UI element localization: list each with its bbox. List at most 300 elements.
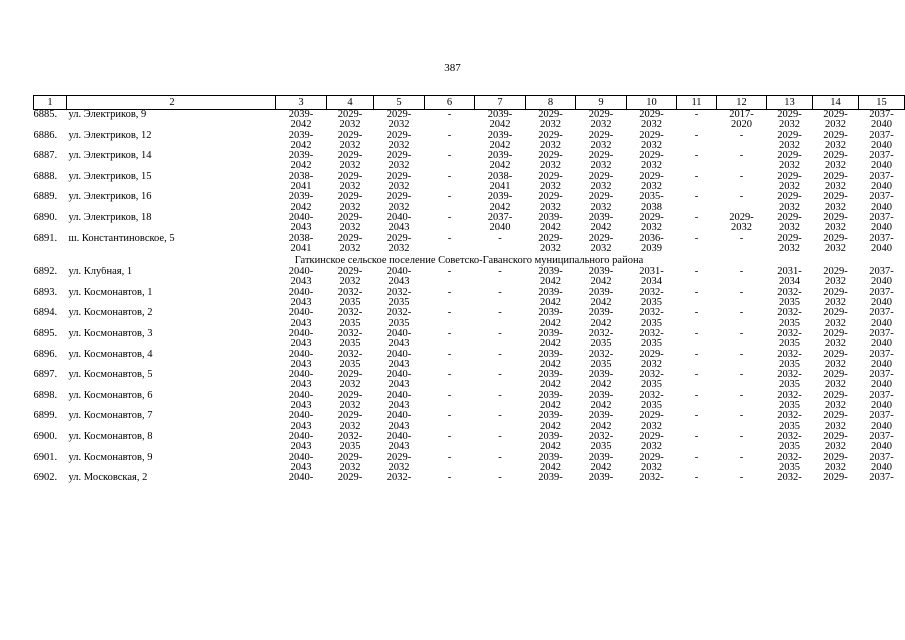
cell-line: 2029- — [588, 171, 614, 182]
cell-line: - — [498, 431, 502, 442]
cell-line: 2035 — [339, 297, 361, 309]
table-cell — [677, 288, 717, 309]
table-cell — [276, 432, 327, 453]
table-cell — [576, 110, 627, 131]
cell-line: 2029- — [639, 130, 664, 141]
table-cell — [813, 473, 859, 483]
cell-line: 2029- — [777, 233, 802, 244]
table-cell — [526, 110, 576, 131]
table-cell — [526, 131, 576, 152]
cell-line: 2042 — [590, 297, 612, 309]
cell-line: 2029- — [823, 390, 848, 401]
cell-line: 2043 — [290, 317, 312, 329]
table-row — [34, 432, 905, 453]
row-number: 6888. — [33, 171, 58, 182]
table-cell — [677, 131, 717, 152]
table-cell — [717, 370, 767, 391]
table-cell — [374, 131, 425, 152]
cell-line: 2042 — [540, 338, 561, 350]
cell-line: 2035 — [590, 441, 612, 453]
table-cell — [475, 110, 526, 131]
cell-line: 2032 — [590, 201, 612, 213]
cell-line: 2040 — [871, 400, 892, 412]
cell-line: 2035 — [641, 317, 662, 329]
cell-line: - — [694, 308, 699, 319]
table-row — [34, 308, 905, 329]
cell-line: - — [498, 267, 502, 278]
column-header: 13 — [767, 96, 813, 110]
row-address: ул. Космонавтов, 4 — [68, 349, 153, 360]
table-cell — [374, 213, 425, 234]
column-header: 7 — [475, 96, 526, 110]
cell-line: 2043 — [388, 441, 410, 453]
cell-line: - — [447, 390, 452, 401]
cell-line: - — [694, 212, 699, 223]
cell-line: 2032- — [777, 370, 802, 381]
cell-line: 2029- — [538, 233, 563, 244]
cell-line: 2040 — [871, 139, 892, 151]
cell-line: - — [694, 109, 699, 120]
cell-line: 2040 — [871, 119, 892, 131]
table-cell — [576, 308, 627, 329]
cell-line: 2029- — [386, 233, 412, 244]
cell-line: 2042 — [489, 201, 511, 213]
cell-line: 2037- — [487, 212, 513, 223]
cell-line: 2042 — [590, 420, 612, 432]
table-cell — [276, 172, 327, 193]
cell-line: 2032 — [825, 276, 846, 288]
table-cell — [717, 172, 767, 193]
table-cell — [576, 192, 627, 213]
cell-line: 2029- — [588, 130, 614, 141]
cell-line: 2029- — [823, 411, 848, 422]
table-cell — [327, 192, 374, 213]
table-cell — [859, 350, 905, 371]
cell-line: 2029- — [639, 431, 664, 442]
table-row — [34, 329, 905, 350]
cell-line: 2037- — [869, 130, 894, 141]
cell-line: 2039- — [538, 411, 563, 422]
column-header: 8 — [526, 96, 576, 110]
cell-line: - — [694, 130, 699, 141]
cell-line: 2042 — [590, 276, 612, 288]
table-cell — [767, 329, 813, 350]
cell-line: 2039- — [538, 308, 563, 319]
row-number: 6885. — [33, 109, 58, 120]
cell-line: 2040- — [386, 212, 412, 223]
cell-line: 2040- — [288, 287, 314, 298]
table-cell — [859, 370, 905, 391]
table-cell — [576, 329, 627, 350]
cell-line: 2029- — [386, 171, 412, 182]
cell-line: 2039- — [588, 473, 614, 484]
table-cell — [475, 391, 526, 412]
table-cell — [627, 432, 677, 453]
table-cell — [475, 350, 526, 371]
cell-line: - — [739, 431, 744, 442]
row-number: 6900. — [33, 431, 58, 442]
table-cell — [767, 411, 813, 432]
table-cell — [717, 192, 767, 213]
cell-line: 2042 — [590, 317, 612, 329]
table-cell — [627, 370, 677, 391]
cell-line: 2040 — [871, 181, 892, 193]
cell-line: 2020 — [731, 119, 752, 131]
cell-line: 2029- — [777, 192, 802, 203]
table-cell — [767, 267, 813, 288]
table-cell — [717, 131, 767, 152]
table-cell — [327, 213, 374, 234]
cell-line: 2035 — [779, 379, 800, 391]
cell-line: 2040 — [871, 276, 892, 288]
row-address: ул. Космонавтов, 8 — [68, 431, 153, 442]
row-number: 6889. — [33, 192, 58, 203]
table-cell — [859, 213, 905, 234]
cell-line: 2032 — [540, 139, 561, 151]
cell-line: 2029- — [823, 130, 848, 141]
cell-line: 2032 — [825, 139, 846, 151]
table-cell — [526, 473, 576, 483]
cell-line: 2032- — [777, 287, 802, 298]
table-row — [34, 151, 905, 172]
cell-line: 2035 — [779, 338, 800, 350]
cell-line: 2042 — [290, 160, 312, 172]
table-cell — [767, 131, 813, 152]
cell-line: 2029- — [538, 171, 563, 182]
cell-line: 2035 — [641, 379, 662, 391]
table-cell — [327, 370, 374, 391]
cell-line: 2040 — [871, 461, 892, 473]
row-address: ул. Космонавтов, 7 — [68, 411, 153, 422]
cell-line: 2032 — [540, 160, 561, 172]
table-cell — [576, 234, 627, 255]
cell-line: 2037- — [869, 212, 894, 223]
cell-line: 2039- — [538, 431, 563, 442]
cell-line: 2032 — [641, 461, 662, 473]
cell-line: 2032- — [777, 473, 802, 484]
table-cell — [717, 234, 767, 255]
table-cell — [717, 329, 767, 350]
table-cell — [526, 432, 576, 453]
page-number: 387 — [444, 62, 461, 74]
cell-line: - — [694, 267, 699, 278]
cell-line: 2029- — [337, 130, 363, 141]
table-cell — [276, 411, 327, 432]
cell-line: 2032- — [777, 452, 802, 463]
table-cell — [374, 453, 425, 474]
table-cell — [327, 411, 374, 432]
table-cell — [717, 213, 767, 234]
row-address: ул. Космонавтов, 6 — [68, 390, 153, 401]
cell-line: 2029- — [337, 390, 363, 401]
table-cell — [526, 288, 576, 309]
cell-line: 2037- — [869, 349, 894, 360]
table-cell — [276, 288, 327, 309]
cell-line: 2040 — [871, 358, 892, 370]
row-number: 6894. — [33, 308, 58, 319]
cell-line: - — [498, 349, 502, 360]
cell-line: - — [498, 287, 502, 298]
row-number: 6899. — [33, 411, 58, 422]
table-cell — [327, 329, 374, 350]
cell-line: 2043 — [388, 222, 410, 234]
cell-line: 2035 — [641, 338, 662, 350]
table-cell — [859, 234, 905, 255]
column-header-row — [34, 96, 905, 110]
table-cell — [475, 288, 526, 309]
table-cell — [276, 131, 327, 152]
table-cell — [859, 391, 905, 412]
cell-line: 2037- — [869, 151, 894, 162]
cell-line: 2043 — [290, 358, 312, 370]
cell-line: 2040- — [386, 267, 412, 278]
cell-line: - — [447, 452, 452, 463]
cell-line: - — [498, 328, 502, 339]
cell-line: 2032 — [825, 181, 846, 193]
row-address: ул. Московская, 2 — [68, 473, 148, 484]
cell-line: - — [694, 192, 699, 203]
table-row — [34, 288, 905, 309]
table-cell — [327, 234, 374, 255]
cell-line: 2039- — [588, 370, 614, 381]
row-number: 6901. — [33, 452, 58, 463]
cell-line: - — [739, 390, 744, 401]
table-cell — [425, 473, 475, 483]
table-cell — [327, 432, 374, 453]
cell-line: 2040 — [871, 201, 892, 213]
row-number: 6886. — [33, 130, 58, 141]
cell-line: 2029- — [337, 473, 363, 484]
cell-line: 2029- — [823, 212, 848, 223]
table-cell — [767, 110, 813, 131]
table-cell — [425, 267, 475, 288]
table-cell — [859, 432, 905, 453]
cell-line: 2032 — [339, 160, 361, 172]
cell-line: 2032- — [777, 349, 802, 360]
row-address: ш. Константиновское, 5 — [68, 233, 175, 244]
cell-line: 2040- — [386, 411, 412, 422]
row-address: ул. Электриков, 12 — [68, 130, 152, 141]
cell-line: 2042 — [290, 201, 312, 213]
table-cell — [374, 308, 425, 329]
cell-line: 2035 — [388, 317, 410, 329]
column-header: 11 — [677, 96, 717, 110]
cell-line: 2042 — [540, 400, 561, 412]
cell-line: - — [739, 287, 744, 298]
cell-line: 2040 — [871, 160, 892, 172]
cell-line: 2029- — [777, 109, 802, 120]
cell-line: 2042 — [540, 297, 561, 309]
cell-line: 2043 — [290, 441, 312, 453]
table-cell — [526, 267, 576, 288]
table-cell — [627, 391, 677, 412]
cell-line: 2032 — [388, 201, 410, 213]
table-cell — [276, 473, 327, 483]
cell-line: 2041 — [489, 181, 511, 193]
table-row — [34, 267, 905, 288]
cell-line: 2032- — [386, 308, 412, 319]
table-cell — [276, 234, 327, 255]
cell-line: 2032 — [339, 461, 361, 473]
cell-line: 2032 — [825, 400, 846, 412]
cell-line: 2032 — [540, 242, 561, 254]
cell-line: - — [498, 308, 502, 319]
table-cell — [859, 110, 905, 131]
table-cell — [813, 192, 859, 213]
table-cell — [327, 350, 374, 371]
cell-line: 2043 — [290, 297, 312, 309]
cell-line: 2035- — [639, 192, 664, 203]
cell-line: 2032 — [388, 119, 410, 131]
cell-line: 2032 — [540, 119, 561, 131]
table-cell — [475, 432, 526, 453]
cell-line: 2032 — [825, 242, 846, 254]
table-cell — [526, 391, 576, 412]
cell-line: 2032 — [590, 160, 612, 172]
column-header: 14 — [813, 96, 859, 110]
table-cell — [526, 453, 576, 474]
cell-line: - — [694, 370, 699, 381]
table-cell — [859, 473, 905, 483]
cell-line: 2032 — [825, 441, 846, 453]
table-row — [34, 192, 905, 213]
table-cell — [627, 329, 677, 350]
table-cell — [859, 453, 905, 474]
cell-line: - — [447, 349, 452, 360]
table-cell — [374, 432, 425, 453]
cell-line: 2029- — [639, 151, 664, 162]
column-header: 12 — [717, 96, 767, 110]
cell-line: 2040- — [386, 370, 412, 381]
cell-line: 2032 — [825, 222, 846, 234]
table-cell — [627, 213, 677, 234]
cell-line: 2040- — [288, 267, 314, 278]
table-cell — [276, 192, 327, 213]
cell-line: 2037- — [869, 431, 894, 442]
cell-line: 2032- — [337, 287, 363, 298]
cell-line: - — [447, 267, 452, 278]
table-cell — [425, 453, 475, 474]
cell-line: - — [694, 151, 699, 162]
table-cell — [627, 473, 677, 483]
table-cell — [859, 192, 905, 213]
cell-line: 2029- — [386, 452, 412, 463]
cell-line: 2029- — [386, 130, 412, 141]
table-cell — [677, 411, 717, 432]
row-address: ул. Космонавтов, 9 — [68, 452, 153, 463]
table-cell — [276, 453, 327, 474]
cell-line: 2037- — [869, 192, 894, 203]
table-cell — [526, 308, 576, 329]
table-cell — [677, 234, 717, 255]
cell-line: 2039- — [538, 287, 563, 298]
cell-line: 2032 — [825, 461, 846, 473]
table-cell — [475, 213, 526, 234]
cell-line: 2042 — [290, 119, 312, 131]
schedule-table — [33, 95, 905, 483]
table-cell — [526, 329, 576, 350]
table-cell — [717, 308, 767, 329]
cell-line: - — [447, 287, 452, 298]
column-header: 3 — [276, 96, 327, 110]
table-cell — [475, 267, 526, 288]
cell-line: 2040 — [871, 441, 892, 453]
table-cell — [767, 308, 813, 329]
table-cell — [627, 234, 677, 255]
table-cell — [813, 288, 859, 309]
cell-line: 2032- — [588, 431, 614, 442]
table-cell — [717, 391, 767, 412]
cell-line: 2043 — [388, 276, 410, 288]
cell-line: 2042 — [590, 222, 612, 234]
cell-line: 2029- — [823, 473, 848, 484]
table-cell — [576, 172, 627, 193]
cell-line: 2042 — [590, 400, 612, 412]
cell-line: 2032- — [777, 308, 802, 319]
cell-line: 2039- — [288, 109, 314, 120]
table-cell — [475, 192, 526, 213]
cell-line: 2038- — [288, 171, 314, 182]
table-cell — [627, 308, 677, 329]
cell-line: 2032 — [339, 181, 361, 193]
cell-line: - — [739, 473, 744, 484]
table-cell — [475, 411, 526, 432]
cell-line: 2032 — [641, 181, 662, 193]
row-number: 6887. — [33, 151, 58, 162]
row-address: ул. Электриков, 15 — [68, 171, 152, 182]
row-number: 6898. — [33, 390, 58, 401]
table-cell — [627, 350, 677, 371]
cell-line: 2029- — [639, 171, 664, 182]
cell-line: 2032 — [590, 119, 612, 131]
cell-line: 2039- — [288, 151, 314, 162]
table-cell — [627, 453, 677, 474]
cell-line: 2040 — [871, 420, 892, 432]
table-cell — [425, 192, 475, 213]
cell-line: - — [694, 233, 699, 244]
cell-line: 2040- — [288, 349, 314, 360]
cell-line: 2029- — [823, 109, 848, 120]
table-row — [34, 473, 905, 483]
table-cell — [276, 213, 327, 234]
table-cell — [717, 453, 767, 474]
cell-line: 2029- — [823, 171, 848, 182]
row-number: 6902. — [33, 473, 58, 484]
cell-line: 2032 — [641, 139, 662, 151]
cell-line: 2040 — [871, 297, 892, 309]
cell-line: 2040- — [386, 328, 412, 339]
table-cell — [425, 329, 475, 350]
cell-line: 2043 — [290, 400, 312, 412]
cell-line: - — [447, 473, 452, 484]
table-cell — [677, 192, 717, 213]
cell-line: 2032- — [777, 411, 802, 422]
row-number: 6893. — [33, 287, 58, 298]
cell-line: 2040- — [386, 349, 412, 360]
cell-line: 2035 — [779, 420, 800, 432]
table-cell — [526, 370, 576, 391]
table-cell — [813, 391, 859, 412]
cell-line: 2032- — [777, 328, 802, 339]
cell-line: 2039- — [487, 192, 513, 203]
table-cell — [475, 234, 526, 255]
table-row — [34, 110, 905, 131]
cell-line: 2039- — [588, 452, 614, 463]
table-cell — [767, 432, 813, 453]
cell-line: 2029- — [337, 267, 363, 278]
cell-line: 2029- — [588, 151, 614, 162]
cell-line: 2039- — [487, 130, 513, 141]
